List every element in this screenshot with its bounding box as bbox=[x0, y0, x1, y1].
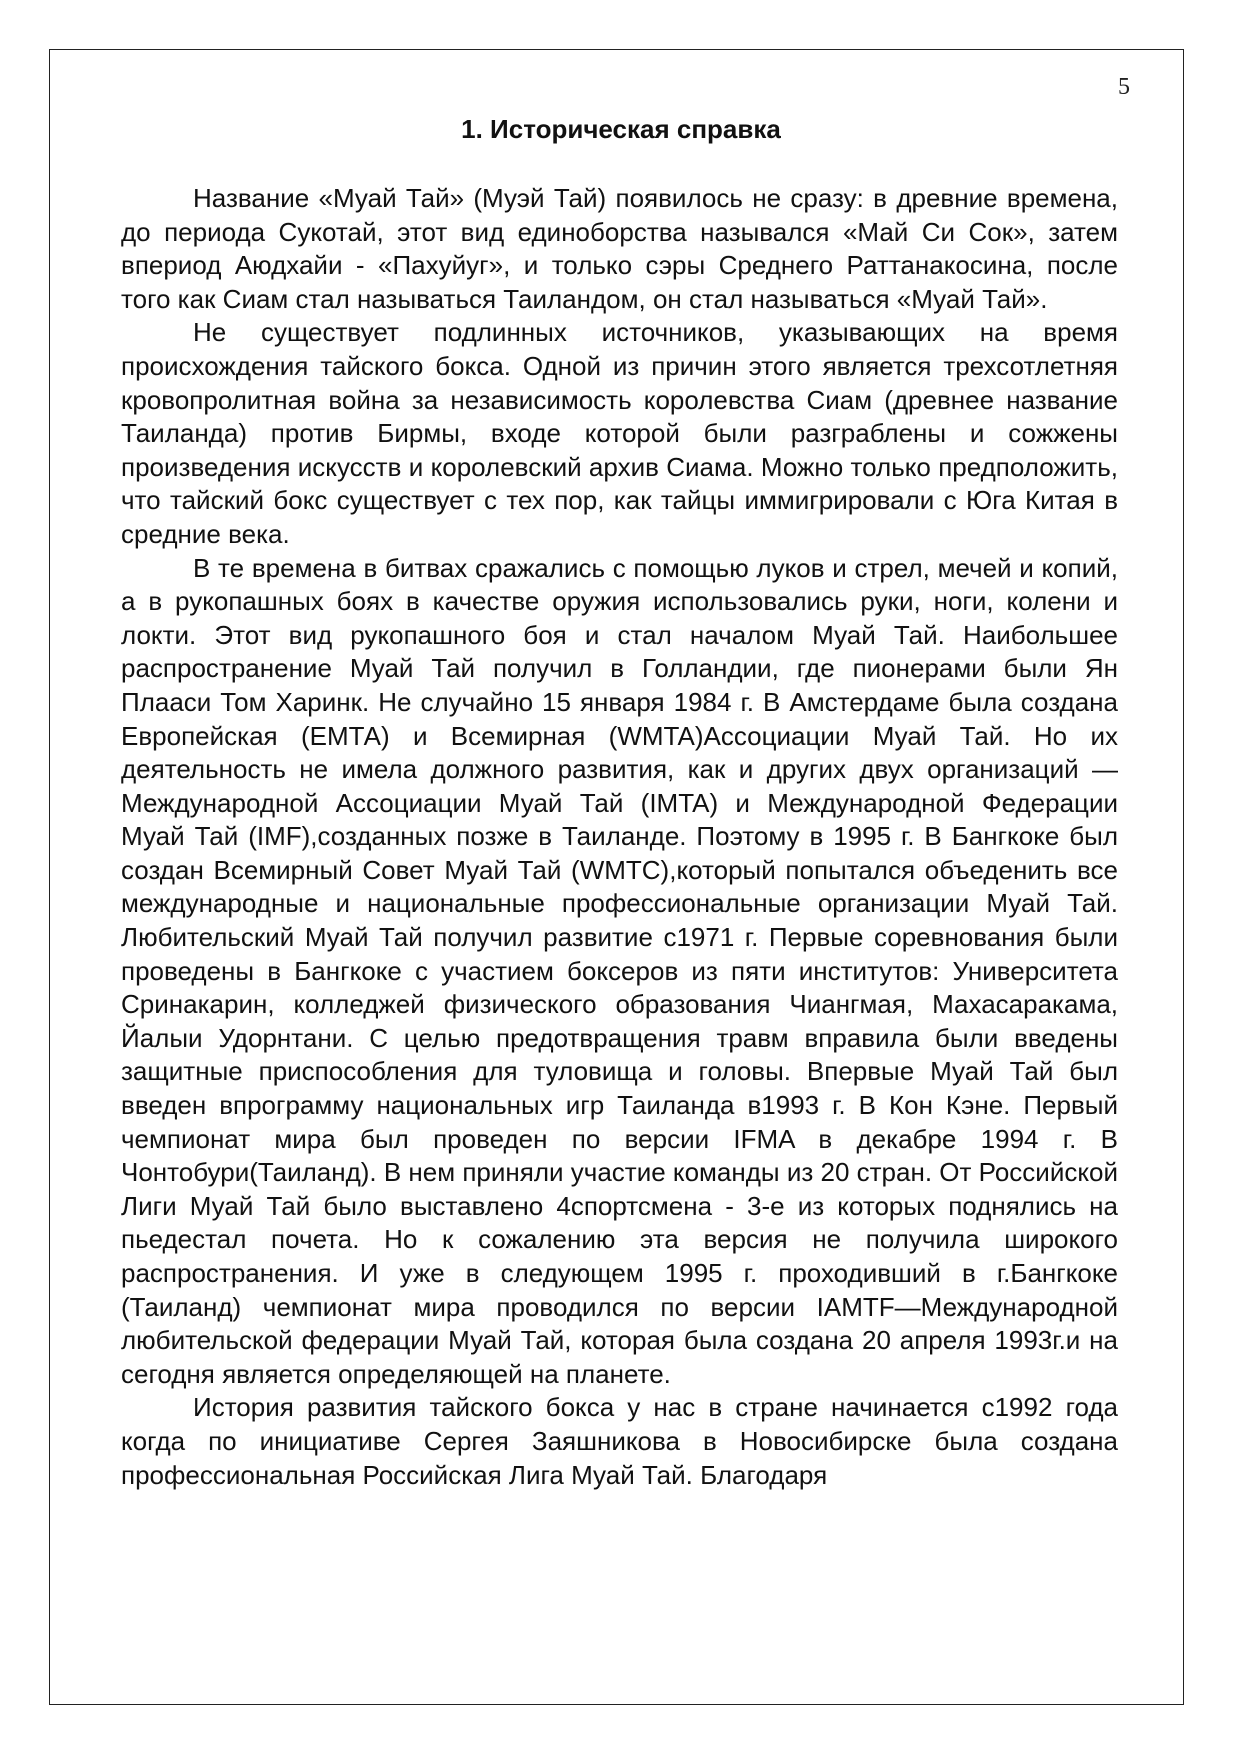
paragraph-1: Название «Муай Тай» (Муэй Тай) появилось не сразу: в древние времена, до периода Сукотай, этот вид единоборства назывался «Май Си Сок», затем впериод Аюдхайи - «Пахуйуг», и только сэры Среднего Раттанакосина, после того как Сиам стал называться Таиландом, он стал называться «Муай Тай». bbox=[121, 183, 1118, 314]
paragraph-3: В те времена в битвах сражались с помощью луков и стрел, мечей и копий, а в рукопашных боях в качестве оружия использовались руки, ноги, колени и локти. Этот вид рукопашного боя и стал началом Муай Тай. Наибольшее распространение Муай Тай получил в Голландии, где пионерами были Ян Плааси Том Харинк. Не случайно 15 января 1984 г. В Амстердаме была создана Европейская (ЕМТА) и Всемирная (WMTA)Ассоциации Муай Тай. Но их деятельность не имела должного развития, как и других двух организаций — Международной Ассоциации Муай Тай (IMTA) и Международной Федерации Муай Тай (IMF),созданных позже в Таиланде. Поэтому в 1995 г. В Бангкоке был создан Всемирный Совет Муай Тай (WMTC),который попытался объеденить все международные и национальные профессиональные организации Муай Тай. Любительский Муай Тай получил развитие с1971 г. Первые соревнования были проведены в Бангкоке с участием боксеров из пяти институтов: Университета Сринакарин, колледжей физического образования Чиангмая, Махасаракама, Йалыи Удорнтани. С целью предотвращения травм вправила были введены защитные приспособления для туловища и головы. Впервые Муай Тай был введен впрограмму национальных игр Таиланда в1993 г. В Кон Кэне. Первый чемпионат мира был проведен по версии IFMA в декабре 1994 г. В Чонтобури(Таиланд). В нем приняли участие команды из 20 стран. От Российской Лиги Муай Тай было выставлено 4спортсмена - 3-е из которых поднялись на пьедестал почета. Но к сожалению эта версия не получила широкого распространения. И уже в следующем 1995 г. проходивший в г.Бангкоке (Таиланд) чемпионат мира проводился по версии IAMTF—Международной любительской федерации Муай Тай, которая была создана 20 апреля 1993г.и на сегодня является определяющей на планете. bbox=[121, 552, 1118, 1389]
page-number: 5 bbox=[1118, 74, 1130, 100]
paragraph-2: Не существует подлинных источников, указывающих на время происхождения тайского бокса. Одной из причин этого является трехсотлетняя кровопролитная война за независимость королевства Сиам (древнее название Таиланда) против Бирмы, входе которой были разграблены и сожжены произведения искусств и королевский архив Сиама. Можно только предположить, что тайский бокс существует с тех пор, как тайцы иммигрировали с Юга Китая в средние века. bbox=[121, 317, 1118, 549]
paragraph-4: История развития тайского бокса у нас в стране начинается с1992 года когда по инициативе Сергея Заяшникова в Новосибирске была создана профессиональная Российская Лига Муай Тай. Благодаря bbox=[121, 1392, 1118, 1490]
document-body bbox=[121, 182, 1118, 1492]
section-title: 1. Историческая справка bbox=[461, 114, 781, 144]
